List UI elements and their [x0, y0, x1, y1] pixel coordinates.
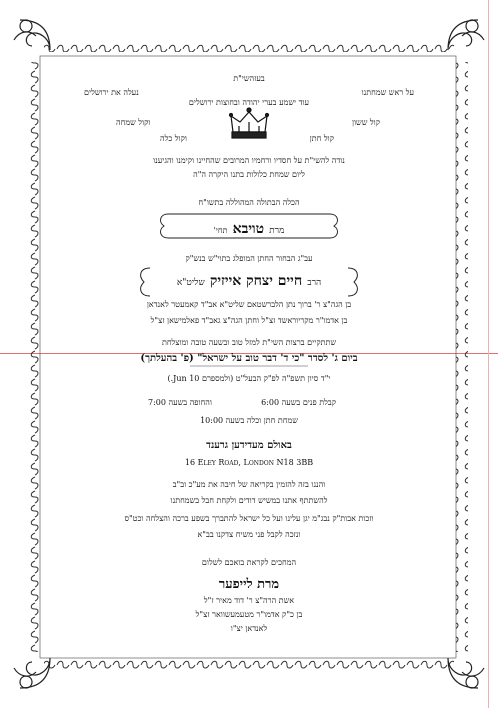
chasan-caption: עב"ג הבחור החתן המופלג בתוי"ש בנש"ק — [185, 254, 313, 263]
kallah-suffix: תחי' — [213, 226, 228, 235]
kabbalas-panim: קבלת פנים בשעה 6:00 — [261, 398, 336, 407]
chasan-prefix: הרב — [307, 278, 322, 288]
closing-line: המחכים לקראת בואכם לשלום — [201, 558, 297, 567]
venue-name: באולם מעדידען גרענד — [206, 440, 292, 451]
kol-kallah: וקול כלה — [160, 134, 187, 143]
signature-name: מרת לייפער — [218, 577, 280, 592]
header-left-phrase: נעלה את ירושלים — [84, 88, 139, 97]
kallah-name-line — [0, 218, 498, 238]
crown-icon — [230, 108, 269, 138]
chasan-parents-2: בן אדמו"ר מקריוראשד זצ"ל וחתן הגה"צ גאב"ד פאלמישאן זצ"ל — [150, 316, 348, 325]
invitation-line-1: והננו בזה להזמין בקריאה של חיבה את מע"כ וב"ב — [172, 480, 326, 489]
kallah-caption: הכלה הבתולה המהוללה בתשו"ח — [198, 198, 300, 207]
intro-line-1: נודה להשי"ת על חסדיו ורחמיו המרובים שהחיינו וקימנו והגיענו — [153, 156, 345, 165]
kallah-prefix: מרת — [269, 226, 285, 236]
chasan-name-line — [0, 270, 498, 290]
mazal-line: שתתקיים ברצות השי"ת למזל טוב ובשעה טובה ומוצלחת — [161, 338, 337, 347]
kol-simcha: וקול שמחה — [116, 118, 151, 127]
chuppah-time: והחופה בשעה 7:00 — [148, 398, 212, 407]
header-right-phrase: על ראש שמחתנו — [361, 88, 414, 97]
besiyata-line: בעזהשי"ת — [233, 74, 265, 83]
chasan-parents-1: בן הגה"צ ר' ברוך נתן הלברשטאם שליט"א אב"ד קאמעטר לאנדאן — [146, 300, 352, 309]
kol-sason: קול ששון — [351, 118, 380, 127]
signature-line-2: בן כ"ק אדמו"ר מטעמעשוואר זצ"ל — [195, 610, 303, 619]
kallah-name: טויבא — [232, 221, 265, 237]
simchas-time: שמחת חתן וכלה בשעה 10:00 — [200, 416, 298, 425]
arc-text: עוד ישמע בערי יהודה ובחוצות ירושלים — [188, 98, 310, 107]
venue-address: 16 Eley Road, London N18 3BB — [184, 458, 314, 467]
invitation-line-4: ונזכה לקבל פני משיח צדקנו בב"א — [197, 530, 301, 539]
signature-line-1: אשת הרה"צ ר' דוד מאיר ז"ל — [203, 596, 295, 605]
date-line: י"ד סיון תשפ"ה לפ"ק הבעל"ט (ולמספרם 10 Jun.) — [167, 374, 331, 383]
kol-chasan: קול חתן — [309, 134, 334, 143]
chasan-name: חיים יצחק אייזיק — [209, 273, 303, 289]
invitation-line-3: וזכות אבות"ק נבג"מ יגן עלינו ועל כל ישראל להתברך בשפע ברכה והצלחה וכט"ס — [124, 514, 374, 523]
day-line: ביום ג' לסדר "כי ד' דבר טוב על ישראל" (פ' בהעלתך) — [140, 353, 358, 364]
signature-line-3: לאנדאן יצ"ו — [230, 624, 268, 633]
intro-line-2: ליום שמחת כלולות בתנו היקרה ה"ה — [193, 170, 305, 179]
invitation-line-2: להשתתף אתנו במשיש דודים ולקחת חבל בשמחתנו — [170, 496, 328, 505]
chasan-suffix: שליט"א — [176, 278, 205, 288]
